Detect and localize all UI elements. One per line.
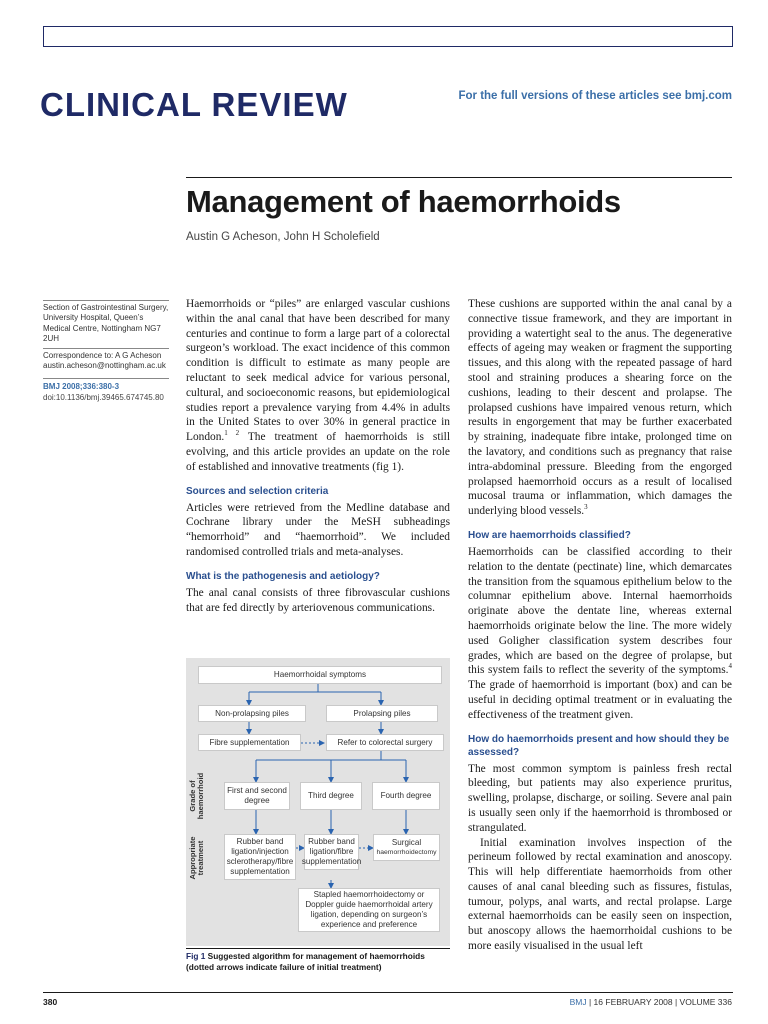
row-label-grade: Grade of haemorrhoid	[188, 772, 206, 820]
header-frame	[43, 26, 733, 47]
node-grade-1-2: First and second degree	[224, 782, 290, 810]
node-grade-3: Third degree	[300, 782, 362, 810]
body-column-left	[186, 297, 450, 615]
figure-caption: Fig 1 Suggested algorithm for management of haemorrhoids (dotted arrows indicate failure of initial treatment)	[186, 951, 425, 972]
journal-issue: BMJ | 16 FEBRUARY 2008 | VOLUME 336	[569, 997, 732, 1007]
correspondence	[43, 349, 169, 372]
section-heading: CLINICAL REVIEW	[40, 86, 348, 123]
correspondence-name: Correspondence to: A G Acheson	[43, 350, 162, 360]
author-info-sidebar	[43, 300, 169, 403]
classification-paragraph: Haemorrhoids can be classified according to their relation to the dentate (pectinate) line, which demarcates the transition from the squamous epithelium below to the columnar epithelium above. Internal haemorrhoids originate above the dentate line, whereas external haemorrhoids originate below the line. The more widely used Goligher classification system describes four grades, which are based on the degree of prolapse, but this system fails to reflect the severity of the symptoms.$^4$ The grade of haemorrhoid is important (box) and can be useful in deciding optimal treatment or in evaluating the effectiveness of the treatment given.	[468, 545, 732, 721]
node-symptoms: Haemorrhoidal symptoms	[198, 666, 442, 684]
pathogenesis-paragraph: The anal canal consists of three fibrovascular cushions that are fed directly by arteriovenous communications.	[186, 586, 450, 614]
heading-presentation: How do haemorrhoids present and how should they be assessed?	[468, 733, 730, 758]
heading-pathogenesis: What is the pathogenesis and aetiology?	[186, 570, 380, 582]
page-number: 380	[43, 997, 58, 1007]
figure-1-algorithm	[186, 658, 450, 946]
body-column-right	[468, 297, 732, 954]
cushions-paragraph: These cushions are supported within the anal canal by a connective tissue framework, and they are important in providing a watertight seal to the anus. The degenerative effects of ageing may weaken or fragment the supporting tissues, and this along with the repeated passage of hard stool and straining produces a shearing force on the cushions, leading to their descent and prolapse. The prolapsed cushions have impaired venous return, which results in engorgement that may be further exacerbated by straining, inadequate fibre intake, prolonged time on the lavatory, and conditions such as pregnancy that raise intra-abdominal pressure. Bleeding from the engorged prolapsed haemorrhoid occurs as a result of localised mucosal trauma or inflammation, which damages the underlying blood vessels.$^3$	[468, 298, 732, 518]
affiliation: Section of Gastrointestinal Surgery, University Hospital, Queen’s Medical Centre, Nottingham NG7 2UH	[43, 300, 169, 349]
node-surgical: Surgical haemorrhoidectomy	[373, 834, 440, 861]
node-non-prolapsing: Non-prolapsing piles	[198, 705, 306, 722]
heading-sources: Sources and selection criteria	[186, 485, 329, 497]
doi[interactable]: doi:10.1136/bmj.39465.674745.80	[43, 392, 164, 402]
correspondence-email[interactable]: austin.acheson@nottingham.ac.uk	[43, 361, 166, 371]
node-fibre: Fibre supplementation	[198, 734, 301, 751]
reference-marker[interactable]: 4	[728, 662, 732, 671]
node-grade-4: Fourth degree	[372, 782, 440, 810]
row-label-treatment: Appropriate treatment	[188, 836, 206, 880]
presentation-paragraph: The most common symptom is painless fresh rectal bleeding, but patients may also experience pruritus, swelling, prolapse, discharge, or soiling. Severe anal pain is usually seen only if the haemorrhoid is thrombosed or strangulated.	[468, 762, 732, 834]
heading-classification: How are haemorrhoids classified?	[468, 529, 631, 541]
article-authors: Austin G Acheson, John H Scholefield	[186, 231, 380, 243]
title-divider	[186, 177, 732, 178]
node-rubber-band-injection: Rubber band ligation/injection sclerotherapy/fibre supplementation	[224, 834, 296, 880]
node-refer: Refer to colorectal surgery	[326, 734, 444, 751]
examination-paragraph: Initial examination involves inspection of the perineum followed by rectal examination and anoscopy. This will help differentiate haemorrhoids from other causes of anal canal bleeding such as fissures, fistulas, tumour, polyps, anal warts, and rectal prolapse. Large external haemorrhoids can be easily seen on inspection, but anoscopy allows the haemorrhoidal cushions to be more easily visualised in the usual left	[468, 836, 732, 953]
full-versions-link[interactable]: For the full versions of these articles see bmj.com	[458, 90, 732, 102]
node-prolapsing: Prolapsing piles	[326, 705, 438, 722]
citation-block	[43, 378, 169, 403]
citation-reference[interactable]: BMJ 2008;336:380-3	[43, 382, 120, 392]
node-stapled-doppler: Stapled haemorrhoidectomy or Doppler guide haemorrhoidal artery ligation, depending on surgeon’s experience and preference	[298, 888, 440, 932]
footer-divider	[43, 992, 733, 993]
reference-marker[interactable]: 3	[584, 503, 588, 512]
sources-paragraph: Articles were retrieved from the Medline database and Cochrane library under the MeSH subheadings “hemorrhoid” and “haemorrhoid”. We included randomised controlled trials and meta-analyses.	[186, 501, 450, 558]
node-rubber-band-fibre: Rubber band ligation/fibre supplementation	[304, 834, 359, 870]
article-title: Management of haemorrhoids	[186, 184, 621, 219]
intro-paragraph: Haemorrhoids or “piles” are enlarged vascular cushions within the anal canal that have been described for many centuries and continue to form a large part of a colorectal surgeon’s workload. The exact incidence of this common condition is difficult to estimate as many people are reluctant to seek medical advice for various personal, cultural, and socioeconomic reasons, but epidemiological studies report a prevalence varying from 4.4% in adults in the United States to over 30% in general practice in London.$^{1 2}$ The treatment of haemorrhoids is still evolving, and this article provides an update on the role of established and innovative treatments (fig 1).	[186, 298, 450, 473]
reference-marker[interactable]: 1 2	[224, 429, 240, 438]
figure-caption-divider	[186, 948, 450, 949]
